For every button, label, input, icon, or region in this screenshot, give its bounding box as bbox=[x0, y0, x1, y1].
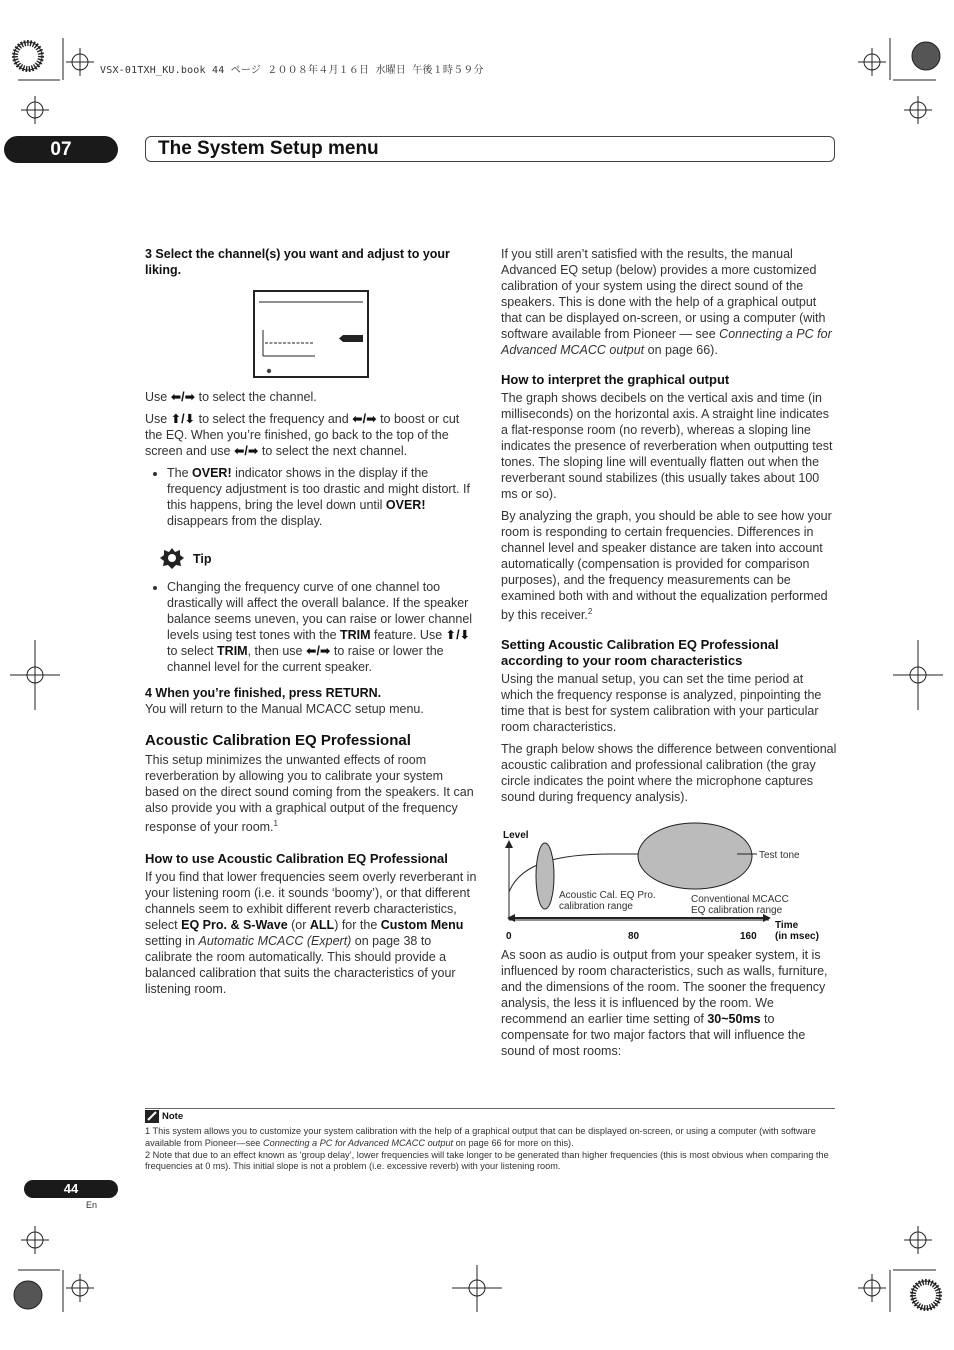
time-setting-text: As soon as audio is output from your speaker system, it is influenced by room characteristics, such as walls, furniture, and the dimensions of the room. The sooner the frequency analysis, the less it is influenced by the room. We recommend an earlier time setting of 30~50ms to compensate for two major factors that will influence the sound of most rooms: bbox=[501, 948, 828, 1058]
step-4-heading: 4 When you’re finished, press RETURN. bbox=[145, 686, 382, 700]
acal-range-label-2: calibration range bbox=[559, 901, 633, 912]
tick-0: 0 bbox=[506, 931, 512, 942]
eq-screen-illustration bbox=[253, 290, 369, 378]
calibration-range-diagram bbox=[501, 822, 837, 942]
left-right-arrows-icon: ⬅/➡ bbox=[305, 644, 331, 658]
footnotes bbox=[145, 1126, 835, 1173]
print-file-header: VSX-01TXH_KU.book 44 ページ ２００８年４月１６日 水曜日 午後１時５９分 bbox=[100, 65, 484, 76]
left-right-arrows-icon: ⬅/➡ bbox=[170, 390, 196, 404]
left-column bbox=[145, 246, 479, 284]
right-column bbox=[501, 246, 837, 811]
time-label: Time bbox=[775, 920, 799, 931]
interpret-text: The graph shows decibels on the vertical axis and time (in milliseconds) on the horizontal axis. A straight line indicates a flat-response room (no reverb), whereas a sloping line indicates the presence of reverberation when outputting test tones. The sloping line will eventually flatten out when the reverberant sound stabilizes (this usually takes about 100 ms or so). bbox=[501, 391, 833, 501]
manual-setup-intro: If you still aren’t satisfied with the results, the manual Advanced EQ setup (below) provides a more customized calibration of your system using the direct sound of the speakers. This is done with the help of a graphical output that can be displayed on-screen, or using a computer (with software available from Pioneer — see Connecting a PC for Advanced MCACC output on page 66). bbox=[501, 247, 832, 357]
how-to-use-heading: How to use Acoustic Calibration EQ Professional bbox=[145, 851, 448, 867]
tip-lightbulb-icon bbox=[159, 547, 185, 571]
footnote-1: 1 This system allows you to customize your system calibration with the help of a graphical output that can be displayed on-screen, or using a computer (with software available from Pioneer—see Connecting a PC for Advanced MCACC output on page 66 for more on this). bbox=[145, 1126, 816, 1148]
test-tone-label: Test tone bbox=[759, 850, 800, 861]
setting-text: Using the manual setup, you can set the time period at which the frequency response is analyzed, pinpointing the time that is best for system calibration with your particular room characteristics. bbox=[501, 672, 822, 735]
right-column-bottom bbox=[501, 947, 837, 1065]
up-down-arrows-icon: ⬆/⬇ bbox=[445, 628, 471, 642]
page-language: En bbox=[86, 1200, 98, 1210]
left-right-arrows-icon: ⬅/➡ bbox=[352, 412, 377, 426]
tip-bullet: • Changing the frequency curve of one channel too drastically will affect the overall balance. If the speaker balance seems uneven, you can raise or lower channel levels using test tones with the TRIM feature. Use ⬆/⬇ to select TRIM, then use ⬅/➡ to raise or lower the channel level for the current speaker. bbox=[145, 579, 479, 675]
eq-screen-graphic bbox=[255, 292, 367, 376]
note-label: Note bbox=[162, 1111, 184, 1122]
level-label: Level bbox=[503, 830, 529, 841]
tip-header bbox=[159, 547, 479, 571]
chapter-title: The System Setup menu bbox=[158, 138, 379, 159]
over-indicator-bullet: • The OVER! indicator shows in the display if the frequency adjustment is too drastic and might distort. If this happens, bring the level down until OVER! disappears from the display. bbox=[145, 465, 479, 529]
use-adjust-eq: Use ⬆/⬇ to select the frequency and ⬅/➡ to boost or cut the EQ. When you’re finished, go back to the top of the screen and use ⬅/➡ to select the next channel. bbox=[145, 412, 460, 458]
left-column-body bbox=[145, 389, 479, 1003]
tick-80: 80 bbox=[628, 931, 640, 942]
acal-range-label-1: Acoustic Cal. EQ Pro. bbox=[559, 890, 656, 901]
acoustic-cal-range-ellipse bbox=[536, 843, 554, 909]
conventional-range-ellipse bbox=[638, 823, 752, 889]
page-number-badge: 44 bbox=[24, 1180, 118, 1198]
how-to-use-text: If you find that lower frequencies seem overly reverberant in your listening room (i.e. it sounds ‘boomy’), or that different channels seem to exhibit different reverb characteristics, select EQ Pro. & S-Wave (or ALL) for the Custom Menu setting in Automatic MCACC (Expert) on page 38 to calibrate the room automatically. This should provide a balanced calibration that suits the characteristics of your listening room. bbox=[145, 870, 477, 997]
left-right-arrows-icon: ⬅/➡ bbox=[233, 444, 259, 458]
use-select-channel: Use ⬅/➡ to select the channel. bbox=[145, 390, 317, 404]
time-unit-label: (in msec) bbox=[775, 931, 819, 942]
acal-eq-pro-text: This setup minimizes the unwanted effects of room reverberation by allowing you to calibrate your system based on the direct sound coming from the speakers. It can also provide you with a graphical output of the frequency response of your room.$^1$ bbox=[145, 753, 474, 835]
note-pencil-icon bbox=[145, 1110, 159, 1123]
note-header bbox=[145, 1110, 183, 1123]
step-3-heading: 3 Select the channel(s) you want and adjust to your liking. bbox=[145, 247, 450, 277]
interpret-heading: How to interpret the graphical output bbox=[501, 372, 730, 387]
acal-eq-pro-heading: Acoustic Calibration EQ Professional bbox=[145, 732, 411, 749]
analyze-text: By analyzing the graph, you should be able to see how your room is responding to certain frequencies. Differences in channel level and speaker distance are taken into account automatically (compensation is provided for comparison purposes), and the frequency measurements can be examined both with and without the equalization performed by this receiver.$^2$ bbox=[501, 509, 832, 623]
up-down-arrows-icon: ⬆/⬇ bbox=[170, 412, 196, 426]
setting-heading: Setting Acoustic Calibration EQ Professional according to your room characteristics bbox=[501, 637, 779, 669]
graph-intro-text: The graph below shows the difference between conventional acoustic calibration and professional calibration (the gray circle indicates the point where the microphone captures sound during frequency analysis). bbox=[501, 742, 837, 805]
conv-range-label-2: EQ calibration range bbox=[691, 905, 783, 916]
notes-divider bbox=[145, 1108, 835, 1109]
tip-label: Tip bbox=[193, 552, 212, 566]
chapter-number-badge: 07 bbox=[4, 136, 118, 163]
step-4-text: You will return to the Manual MCACC setup menu. bbox=[145, 702, 424, 716]
tick-160: 160 bbox=[740, 931, 757, 942]
footnote-2: 2 Note that due to an effect known as ‘group delay’, lower frequencies will take longer to be generated than higher frequencies (this is most obvious when comparing the frequencies at 0 ms). This initial slope is not a problem (i.e. excessive reverb) with your listening room. bbox=[145, 1149, 829, 1172]
conv-range-label-1: Conventional MCACC bbox=[691, 894, 789, 905]
